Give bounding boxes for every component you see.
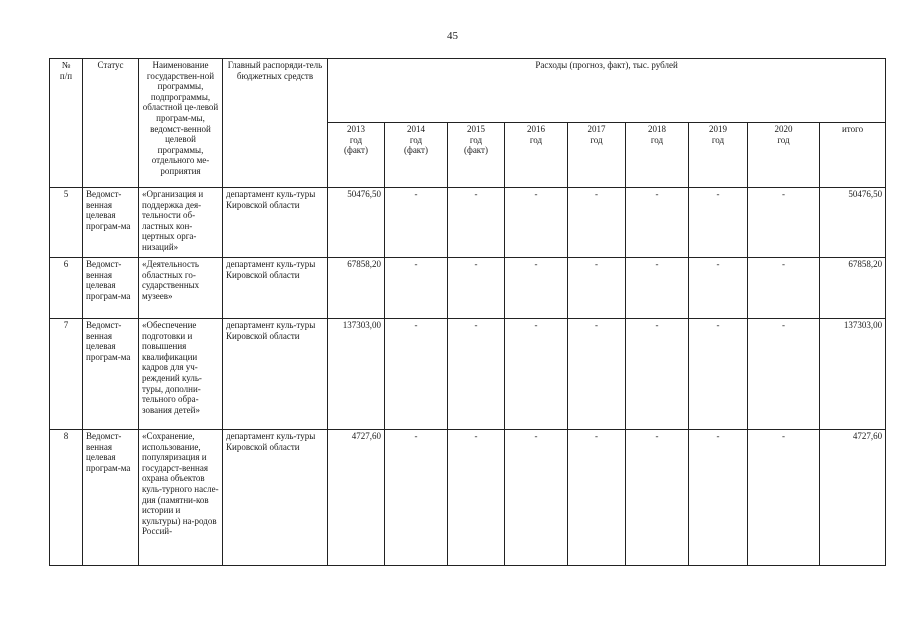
row-status: Ведомст-венная целевая програм-ма: [83, 258, 139, 319]
row-value-2017: -: [568, 319, 626, 430]
row-value-2017: -: [568, 430, 626, 566]
table-body: [50, 188, 886, 566]
row-value-2019: -: [689, 319, 748, 430]
row-budget-manager: департамент куль-туры Кировской области: [223, 188, 328, 258]
row-value-2020: -: [748, 430, 820, 566]
header-status: [83, 59, 139, 188]
row-number: 7: [50, 319, 83, 430]
header-program-name-label: Наименование государствен-ной программы, подпрограммы, областной це-левой програм-мы, ведомст-венной целевой программы, отдельного ме-роприятия: [142, 60, 219, 177]
row-status: Ведомст-венная целевая програм-ма: [83, 188, 139, 258]
row-value-2013: 67858,20: [328, 258, 385, 319]
header-year-2018: [626, 123, 689, 188]
table-row: [50, 188, 886, 258]
row-value-2019: -: [689, 258, 748, 319]
header-year-2013: [328, 123, 385, 188]
header-total: [820, 123, 886, 188]
header-year-2017: [568, 123, 626, 188]
header-year-label: 2018 год: [648, 124, 666, 145]
row-value-2018: -: [626, 319, 689, 430]
row-value-2015: -: [448, 430, 505, 566]
header-year-label: 2017 год: [587, 124, 606, 145]
row-value-2013: 50476,50: [328, 188, 385, 258]
row-number: 6: [50, 258, 83, 319]
row-value-2020: -: [748, 319, 820, 430]
row-total: 50476,50: [820, 188, 886, 258]
header-budget-manager-label: Главный распоряди-тель бюджетных средств: [227, 60, 323, 81]
row-value-2016: -: [505, 430, 568, 566]
row-value-2014: -: [385, 188, 448, 258]
header-year-label: 2013 год (факт): [343, 124, 368, 156]
header-status-label: Статус: [97, 60, 124, 70]
row-value-2019: -: [689, 188, 748, 258]
row-value-2013: 137303,00: [328, 319, 385, 430]
header-row-number: [50, 59, 83, 188]
header-year-label: 2019 год: [709, 124, 727, 145]
row-total: 67858,20: [820, 258, 886, 319]
table-header: [50, 59, 886, 188]
row-value-2017: -: [568, 258, 626, 319]
row-value-2015: -: [448, 319, 505, 430]
row-value-2016: -: [505, 258, 568, 319]
header-year-2015: [448, 123, 505, 188]
row-value-2019: -: [689, 430, 748, 566]
row-value-2015: -: [448, 188, 505, 258]
row-value-2018: -: [626, 188, 689, 258]
row-program-name: «Деятельность областных го-сударственных музеев»: [139, 258, 223, 319]
header-year-label: 2020 год: [774, 124, 793, 145]
row-number: 8: [50, 430, 83, 566]
row-program-name: «Организация и поддержка дея-тельности об-ластных кон-цертных орга-низаций»: [139, 188, 223, 258]
header-year-2019: [689, 123, 748, 188]
row-value-2016: -: [505, 188, 568, 258]
table-row: [50, 430, 886, 566]
header-year-2016: [505, 123, 568, 188]
row-budget-manager: департамент куль-туры Кировской области: [223, 258, 328, 319]
row-total: 137303,00: [820, 319, 886, 430]
row-status: Ведомст-венная целевая програм-ма: [83, 319, 139, 430]
header-budget-manager: [223, 59, 328, 188]
row-value-2014: -: [385, 430, 448, 566]
header-program-name: [139, 59, 223, 188]
header-year-label: 2016 год: [527, 124, 545, 145]
header-row-number-label: № п/п: [59, 60, 73, 81]
page-number: 45: [447, 30, 458, 42]
header-year-label: 2015 год (факт): [463, 124, 488, 156]
row-value-2018: -: [626, 258, 689, 319]
row-budget-manager: департамент куль-туры Кировской области: [223, 430, 328, 566]
header-year-label: 2014 год (факт): [403, 124, 428, 156]
row-budget-manager: департамент куль-туры Кировской области: [223, 319, 328, 430]
row-status: Ведомст-венная целевая програм-ма: [83, 430, 139, 566]
table-row: [50, 319, 886, 430]
table-row: [50, 258, 886, 319]
row-program-name: «Обеспечение подготовки и повышения квалификации кадров для уч-реждений куль-туры, дополни-тельного обра-зования детей»: [139, 319, 223, 430]
header-total-label: итого: [841, 124, 864, 134]
row-total: 4727,60: [820, 430, 886, 566]
row-value-2016: -: [505, 319, 568, 430]
row-value-2020: -: [748, 258, 820, 319]
row-value-2014: -: [385, 319, 448, 430]
row-number: 5: [50, 188, 83, 258]
row-value-2014: -: [385, 258, 448, 319]
row-value-2017: -: [568, 188, 626, 258]
row-value-2013: 4727,60: [328, 430, 385, 566]
row-value-2020: -: [748, 188, 820, 258]
row-value-2015: -: [448, 258, 505, 319]
header-expenses-label: Расходы (прогноз, факт), тыс. рублей: [535, 60, 678, 70]
header-expenses: [328, 59, 886, 123]
row-value-2018: -: [626, 430, 689, 566]
header-year-2020: [748, 123, 820, 188]
budget-expenses-table: [49, 58, 886, 566]
header-year-2014: [385, 123, 448, 188]
row-program-name: «Сохранение, использование, популяризация и государст-венная охрана объектов куль-турного насле-дия (памятни-ков истории и культуры) на-родов Россий-: [139, 430, 223, 566]
